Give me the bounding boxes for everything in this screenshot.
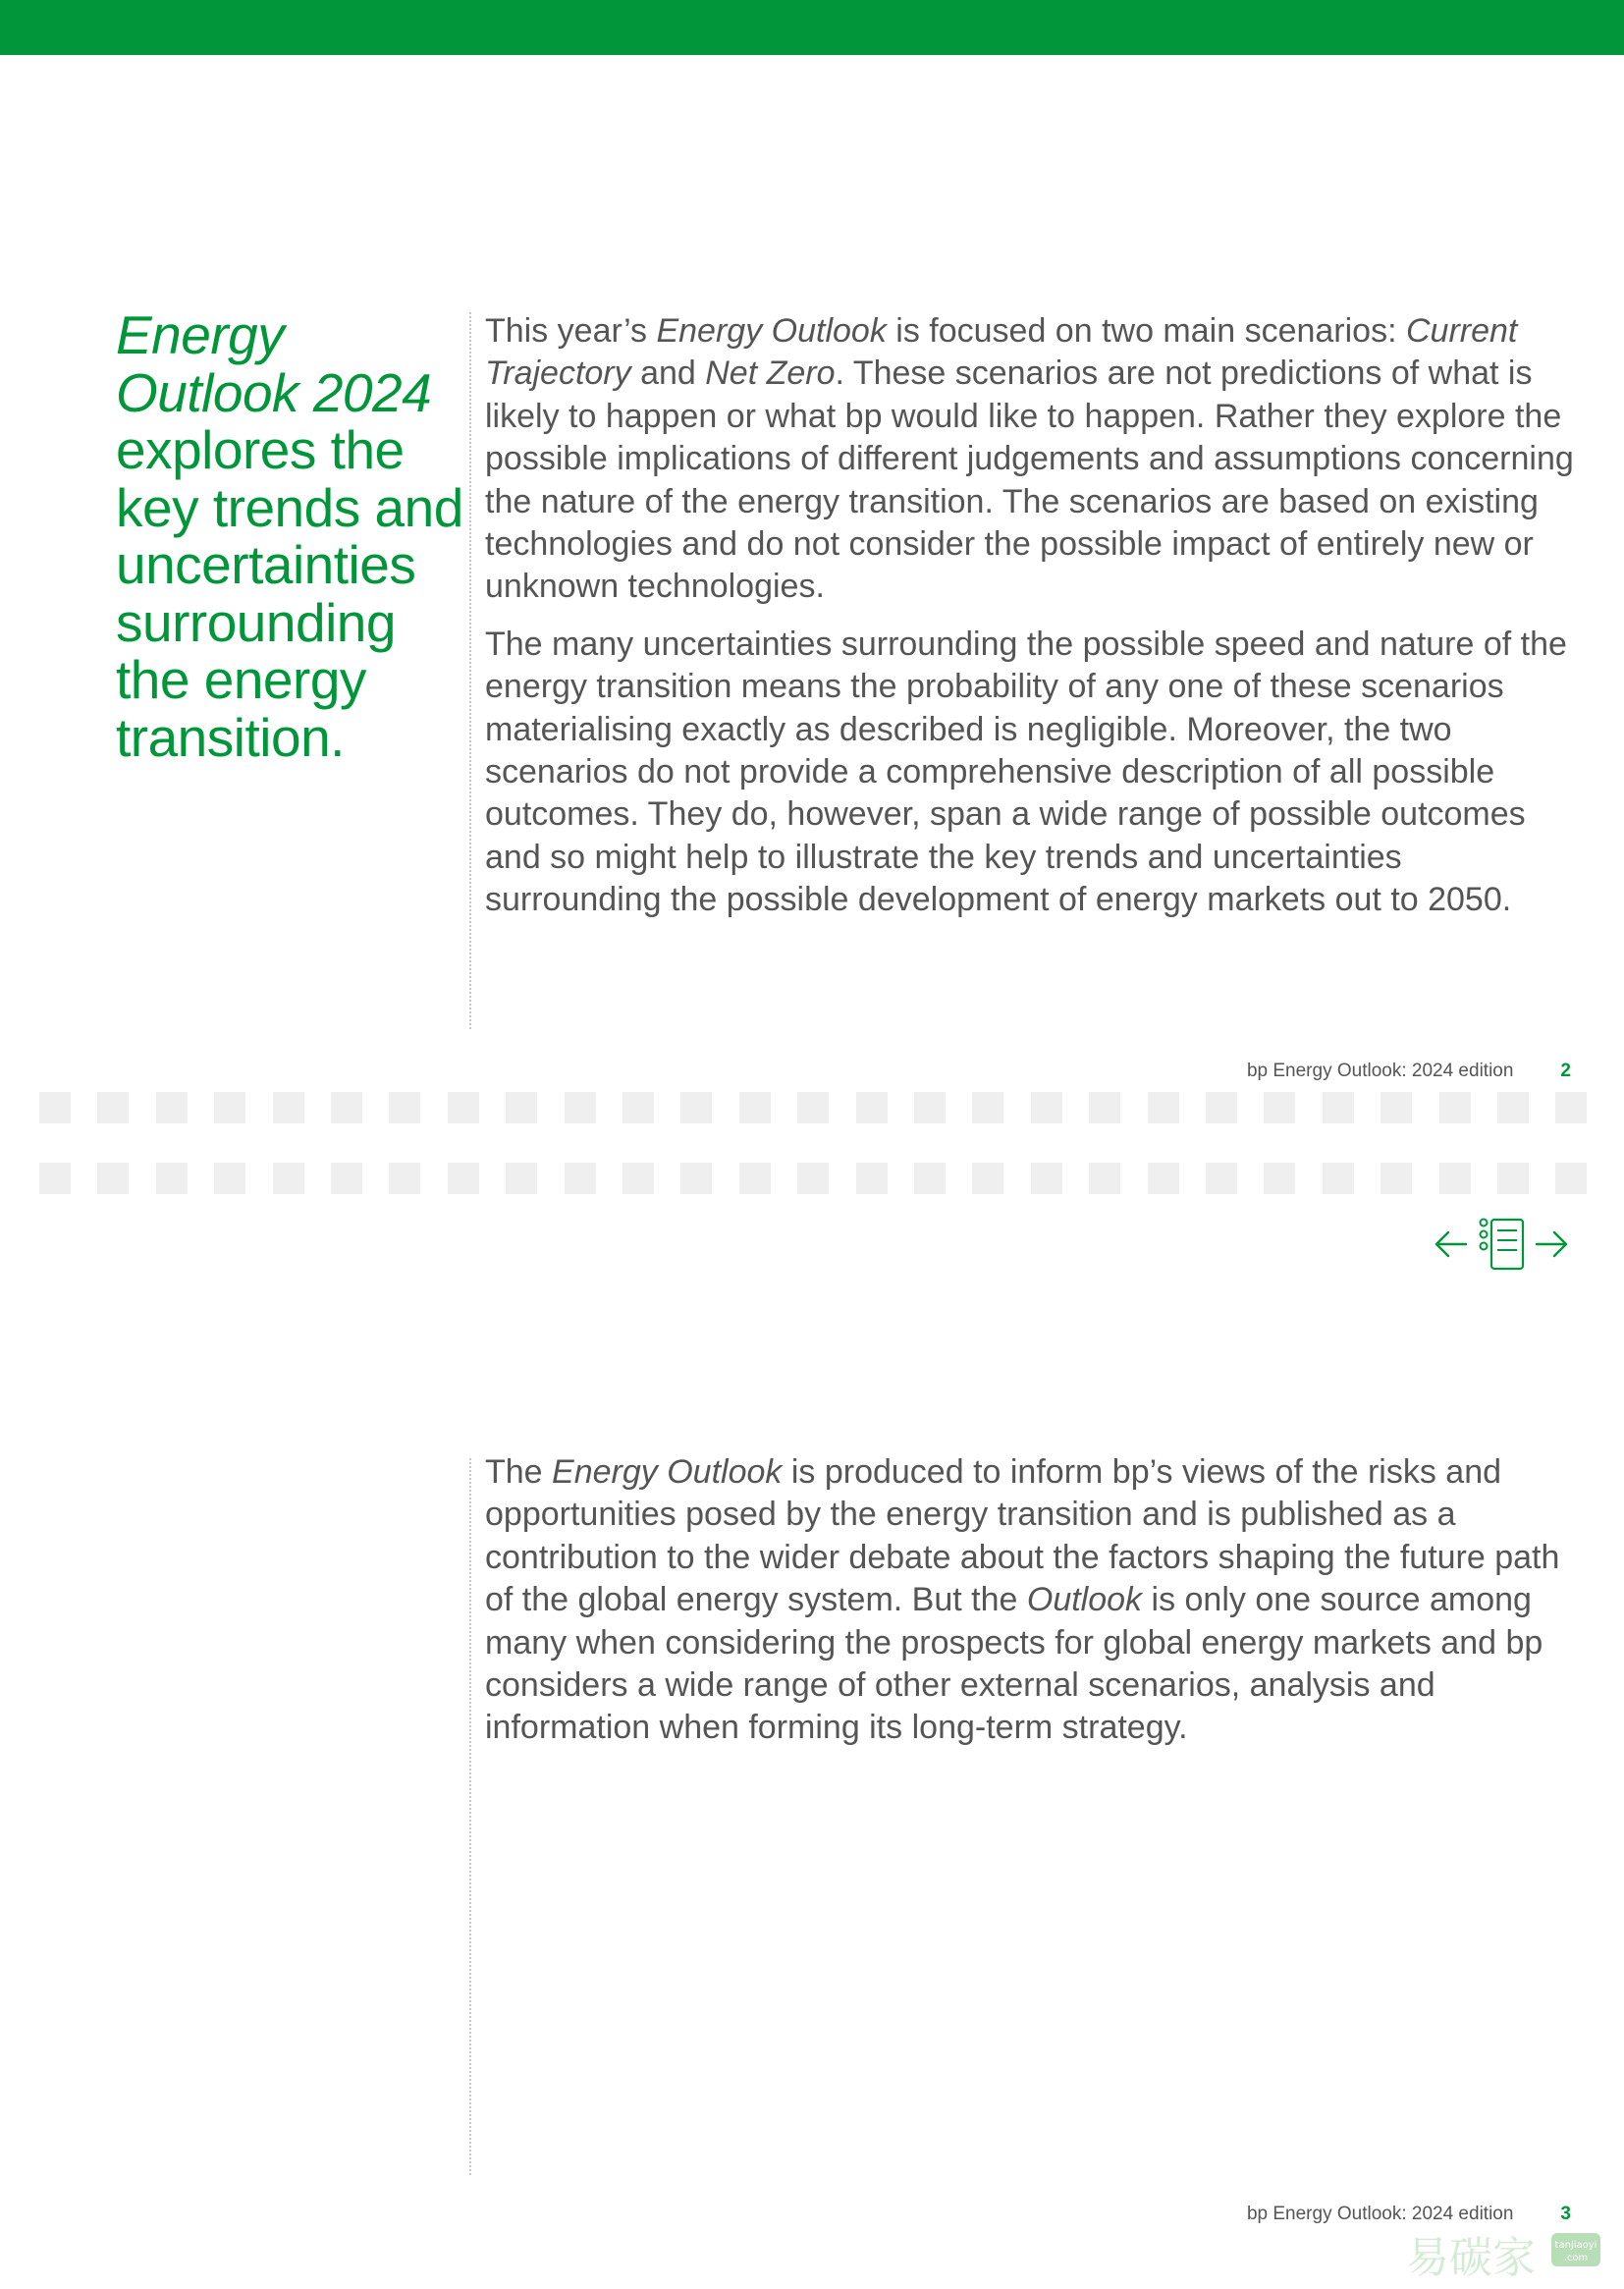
separator-square — [506, 1092, 537, 1123]
separator-square — [1380, 1092, 1412, 1123]
separator-square — [389, 1163, 420, 1194]
separator-square — [1439, 1092, 1471, 1123]
separator-square — [331, 1092, 362, 1123]
separator-square — [1031, 1163, 1062, 1194]
separator-square — [1323, 1163, 1354, 1194]
separator-square — [565, 1092, 596, 1123]
separator-square — [273, 1163, 304, 1194]
separator-square — [1148, 1092, 1179, 1123]
separator-square — [156, 1163, 188, 1194]
separator-square — [1439, 1163, 1471, 1194]
page-separator-top — [0, 1092, 1624, 1123]
separator-square — [1497, 1163, 1529, 1194]
contents-list-icon[interactable] — [1479, 1216, 1528, 1273]
column-divider — [469, 312, 471, 1029]
separator-square — [1031, 1092, 1062, 1123]
separator-square — [1497, 1092, 1529, 1123]
separator-square — [1206, 1163, 1237, 1194]
separator-square — [972, 1092, 1003, 1123]
separator-square — [448, 1092, 479, 1123]
separator-square — [97, 1092, 129, 1123]
separator-square — [389, 1092, 420, 1123]
top-accent-bar — [0, 0, 1624, 55]
separator-square — [1089, 1092, 1120, 1123]
separator-square — [1555, 1092, 1587, 1123]
arrow-left-icon[interactable] — [1434, 1227, 1469, 1261]
separator-square — [156, 1092, 188, 1123]
separator-square — [1264, 1092, 1295, 1123]
page-number: 3 — [1560, 2204, 1571, 2224]
svg-text:易碳家: 易碳家 — [1406, 2233, 1536, 2282]
page-separator-bottom — [0, 1163, 1624, 1194]
separator-square — [1323, 1092, 1354, 1123]
svg-text:tanjiaoyi: tanjiaoyi — [1554, 2240, 1597, 2251]
separator-square — [1380, 1163, 1412, 1194]
separator-square — [331, 1163, 362, 1194]
separator-square — [972, 1163, 1003, 1194]
separator-square — [39, 1092, 71, 1123]
footer-title: bp Energy Outlook: 2024 edition — [1246, 2204, 1514, 2224]
separator-square — [1264, 1163, 1295, 1194]
intro-paragraph-2: The many uncertainties surrounding the possible speed and nature of the energy transition means the probability of any one of these scenarios materialising exactly as described is negligible. Moreover, the two scenarios do not provide a comprehensive description of all possible outcomes. They do, however, span a wide range of possible outcomes and so might help to illustrate the key trends and uncertainties surrounding the possible development of energy markets out to 2050. — [485, 625, 1567, 919]
headline-text: explores the key trends and uncertainties surrounding the energy transition. — [116, 419, 463, 768]
separator-square — [565, 1163, 596, 1194]
page-number: 2 — [1560, 1061, 1571, 1081]
disclaimer-text — [485, 1451, 1585, 1750]
page-navigation — [1434, 1216, 1571, 1273]
column-divider — [469, 1458, 471, 2175]
disclaimer-paragraph: The Energy Outlook is produced to inform bp’s views of the risks and opportunities posed by the energy transition and is published as a contribution to the wider debate about the factors shaping the future path of the global energy system. But the Outlook is only one source among many when considering the prospects for global energy markets and bp considers a wide range of other external scenarios, analysis and information when forming its long-term strategy. — [485, 1453, 1560, 1747]
separator-square — [39, 1163, 71, 1194]
page-footer — [1168, 1061, 1571, 1082]
separator-square — [1148, 1163, 1179, 1194]
separator-square — [797, 1092, 829, 1123]
separator-square — [739, 1092, 771, 1123]
separator-square — [1206, 1092, 1237, 1123]
separator-square — [914, 1092, 946, 1123]
separator-square — [914, 1163, 946, 1194]
separator-square — [214, 1092, 245, 1123]
arrow-right-icon[interactable] — [1534, 1227, 1569, 1261]
separator-square — [273, 1092, 304, 1123]
separator-square — [623, 1163, 654, 1194]
separator-square — [214, 1163, 245, 1194]
watermark-logo — [1406, 2227, 1602, 2282]
page-footer — [1168, 2204, 1571, 2225]
separator-square — [1089, 1163, 1120, 1194]
separator-square — [739, 1163, 771, 1194]
headline-italic: Energy Outlook 2024 — [116, 304, 432, 423]
intro-text — [485, 310, 1585, 922]
separator-square — [680, 1092, 712, 1123]
footer-title: bp Energy Outlook: 2024 edition — [1246, 1061, 1514, 1081]
separator-square — [623, 1092, 654, 1123]
separator-square — [448, 1163, 479, 1194]
separator-square — [797, 1163, 829, 1194]
separator-square — [680, 1163, 712, 1194]
separator-square — [856, 1163, 888, 1194]
separator-square — [856, 1092, 888, 1123]
separator-square — [97, 1163, 129, 1194]
page-headline — [116, 306, 469, 766]
intro-paragraph-1: This year’s Energy Outlook is focused on two main scenarios: Current Trajectory and Net Zero. These scenarios are not predictions of what is likely to happen or what bp would like to happen. Rather they explore the possible implications of different judgements and assumptions concerning the nature of the energy transition. The scenarios are based on existing technologies and do not consider the possible impact of entirely new or unknown technologies. — [485, 312, 1574, 606]
svg-text:.com: .com — [1563, 2253, 1589, 2263]
separator-square — [506, 1163, 537, 1194]
separator-square — [1555, 1163, 1587, 1194]
